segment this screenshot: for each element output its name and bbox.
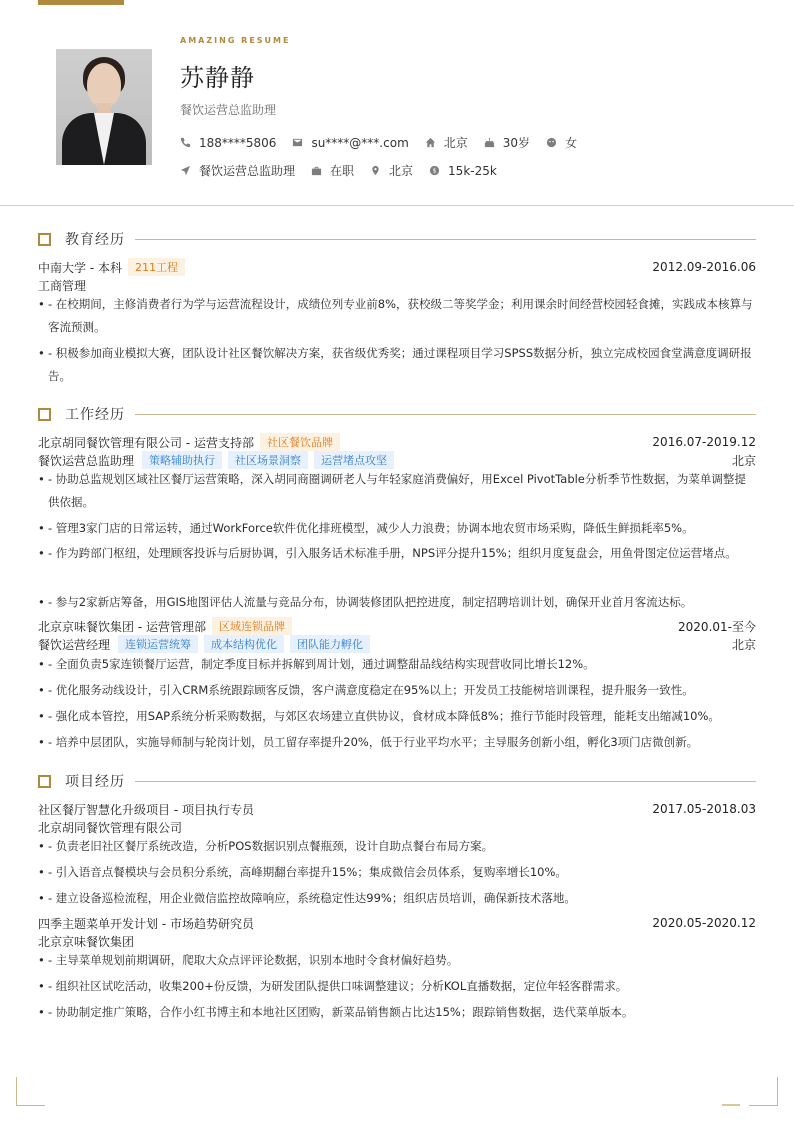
work-section-header	[38, 406, 756, 422]
target-city-text: 北京	[389, 164, 414, 178]
phone-text: 188****5806	[199, 135, 277, 150]
school-tag: 211工程	[128, 258, 185, 276]
project-bullet: • - 协助制定推广策略，合作小红书博主和本地社区团购，新菜品销售额占比达15%；跟踪销售数据，迭代菜单版本。	[38, 1005, 634, 1019]
age-info	[484, 134, 530, 151]
project-org: 北京胡同餐饮管理有限公司	[38, 820, 183, 835]
job-position: 餐饮运营总监助理	[38, 453, 135, 468]
company-tag: 区域连锁品牌	[212, 617, 292, 635]
job-bullet: • - 全面负责5家连锁餐厅运营，制定季度目标并拆解到周计划，通过调整甜品线结构实现营收同比增长12%。	[38, 657, 595, 671]
project-org: 北京京味餐饮集团	[38, 934, 135, 949]
project-org-row	[38, 818, 756, 836]
company-name: 北京胡同餐饮管理有限公司 - 运营支持部	[38, 435, 254, 450]
job-city: 北京	[731, 637, 756, 652]
hometown-info	[425, 134, 468, 151]
status-text: 在职	[330, 164, 355, 178]
job-city: 北京	[731, 453, 756, 468]
section-marker	[38, 775, 51, 788]
project-entry-header	[38, 914, 756, 932]
gender-info	[546, 134, 577, 151]
projects-title: 项目经历	[65, 774, 125, 790]
location-pin-icon	[370, 165, 381, 176]
tagline: AMAZING RESUME	[180, 36, 291, 45]
job-bullet: • - 管理3家门店的日常运转，通过WorkForce软件优化排班模型，减少人力浪费；协调本地农贸市场采购，降低生鲜损耗率5%。	[38, 521, 694, 535]
projects-section-header	[38, 773, 756, 789]
resume-header	[0, 0, 794, 206]
briefcase-icon	[311, 165, 322, 176]
salary-text: 15k-25k	[448, 163, 497, 178]
education-date: 2012.09-2016.06	[652, 260, 756, 274]
section-marker	[38, 233, 51, 246]
education-bullet: • - 积极参加商业模拟大赛，团队设计社区餐饮解决方案，获省级优秀奖；通过课程项目学习SPSS数据分析，独立完成校园食堂满意度调研报告。	[38, 346, 752, 383]
salary-icon	[429, 165, 440, 176]
job-bullet: • - 培养中层团队，实施导师制与轮岗计划，员工留存率提升20%，低于行业平均水平；主导服务创新小组，孵化3项门店微创新。	[38, 735, 699, 749]
education-section-header	[38, 231, 756, 247]
mail-icon	[292, 137, 303, 148]
page-dash-decoration	[722, 1104, 740, 1106]
email-text: su****@***.com	[311, 135, 409, 150]
job-position-row	[38, 451, 756, 469]
corner-decoration	[16, 1077, 45, 1106]
skill-tag: 成本结构优化	[204, 635, 284, 653]
job-title: 餐饮运营总监助理	[180, 103, 277, 117]
intent-row	[180, 162, 513, 179]
gender-text: 女	[565, 136, 578, 150]
project-name: 社区餐厅智慧化升级项目 - 项目执行专员	[38, 802, 254, 817]
project-bullet: • - 负责老旧社区餐厅系统改造，分析POS数据识别点餐瓶颈，设计自助点餐台布局方案。	[38, 839, 494, 853]
project-date: 2020.05-2020.12	[652, 916, 756, 930]
education-entry-header	[38, 258, 756, 276]
section-divider	[135, 414, 756, 415]
company-tag: 社区餐饮品牌	[260, 433, 340, 451]
job-entry-header	[38, 433, 756, 451]
hometown-text: 北京	[443, 136, 468, 150]
project-bullet: • - 组织社区试吃活动，收集200+份反馈，为研发团队提供口味调整建议；分析KOL直播数据，定位年轻客群需求。	[38, 979, 628, 993]
salary-info	[429, 164, 497, 178]
job-bullet: • - 作为跨部门枢纽，处理顾客投诉与后厨协调，引入服务话术标准手册，NPS评分提升15%；组织月度复盘会，用鱼骨图定位运营堵点。	[38, 546, 737, 560]
target-position-info	[180, 162, 295, 179]
contact-row	[180, 134, 593, 151]
job-bullet: • - 协助总监规划区域社区餐厅运营策略，深入胡同商圈调研老人与年轻家庭消费偏好，用Excel PivotTable分析季节性数据，为菜单调整提供依据。	[38, 472, 746, 509]
status-info	[311, 162, 354, 179]
education-title: 教育经历	[65, 232, 125, 248]
phone-icon	[180, 137, 191, 148]
project-bullet: • - 主导菜单规划前期调研，爬取大众点评评论数据，识别本地时令食材偏好趋势。	[38, 953, 459, 967]
work-title: 工作经历	[65, 407, 125, 423]
school-name: 中南大学 - 本科	[38, 260, 122, 275]
project-entry-header	[38, 800, 756, 818]
education-bullet: • - 在校期间，主修消费者行为学与运营流程设计，成绩位列专业前8%，获校级二等奖学金；利用课余时间经营校园轻食摊，实践成本核算与客流预测。	[38, 297, 753, 334]
job-bullet: • - 优化服务动线设计，引入CRM系统跟踪顾客反馈，客户满意度稳定在95%以上；开发员工技能树培训课程，提升服务一致性。	[38, 683, 694, 697]
section-divider	[135, 781, 756, 782]
education-major-row	[38, 276, 756, 294]
phone-info	[180, 136, 276, 150]
company-name: 北京京味餐饮集团 - 运营管理部	[38, 619, 206, 634]
home-icon	[425, 137, 436, 148]
job-bullet: • - 参与2家新店筹备，用GIS地图评估人流量与竞品分布，协调装修团队把控进度，制定招聘培训计划，确保开业首月客流达标。	[38, 595, 693, 609]
project-bullet: • - 引入语音点餐模块与会员积分系统，高峰期翻台率提升15%；集成微信会员体系，复购率增长10%。	[38, 865, 567, 879]
skill-tag: 策略辅助执行	[142, 451, 222, 469]
send-icon	[180, 165, 191, 176]
skill-tag: 社区场景洞察	[228, 451, 308, 469]
job-entry-header	[38, 617, 756, 635]
email-info	[292, 136, 408, 150]
project-name: 四季主题菜单开发计划 - 市场趋势研究员	[38, 916, 254, 931]
profile-photo	[56, 49, 152, 165]
corner-decoration	[749, 1077, 778, 1106]
candidate-name: 苏静静	[180, 64, 255, 92]
job-position-row	[38, 635, 756, 653]
age-text: 30岁	[502, 136, 531, 150]
project-date: 2017.05-2018.03	[652, 802, 756, 816]
skill-tag: 团队能力孵化	[290, 635, 370, 653]
project-bullet: • - 建立设备巡检流程，用企业微信监控故障响应，系统稳定性达99%；组织店员培训，确保新技术落地。	[38, 891, 576, 905]
job-bullet: • - 强化成本管控，用SAP系统分析采购数据，与郊区农场建立直供协议，食材成本降低8%；推行节能时段管理，能耗支出缩减10%。	[38, 709, 720, 723]
cake-icon	[484, 137, 495, 148]
skill-tag: 连锁运营统筹	[118, 635, 198, 653]
job-date: 2016.07-2019.12	[652, 435, 756, 449]
major-name: 工商管理	[38, 278, 87, 293]
skill-tag: 运营堵点攻坚	[314, 451, 394, 469]
gender-icon	[546, 137, 557, 148]
job-position: 餐饮运营经理	[38, 637, 111, 652]
target-position-text: 餐饮运营总监助理	[199, 164, 296, 178]
section-marker	[38, 408, 51, 421]
job-date: 2020.01-至今	[678, 619, 756, 634]
target-city-info	[370, 162, 413, 179]
section-divider	[135, 239, 756, 240]
svg-text:$: $	[432, 166, 437, 175]
project-org-row	[38, 932, 756, 950]
